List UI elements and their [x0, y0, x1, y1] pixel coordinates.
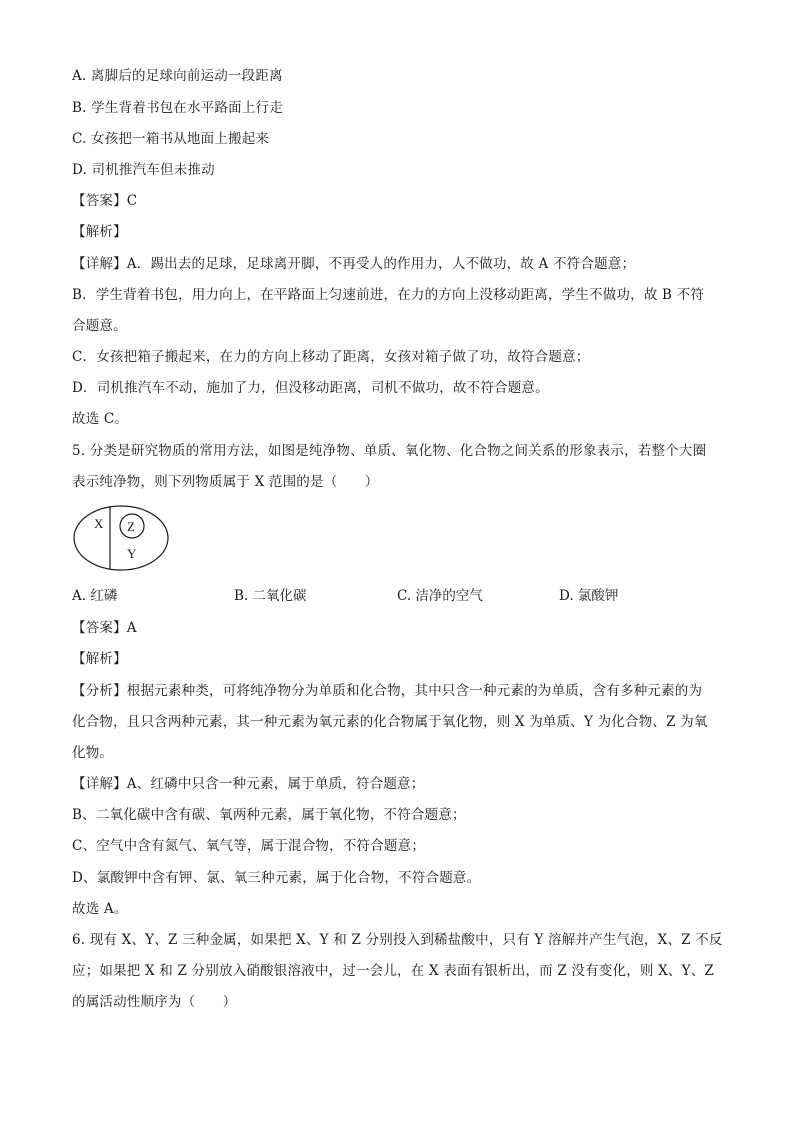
- q4-detail-line: D．司机推汽车不动，施加了力，但没移动距离，司机不做功，故不符合题意。: [72, 380, 549, 396]
- q4-detail-line: 合题意。: [72, 318, 127, 334]
- q5-explanation-line: 【分析】根据元素种类，可将纯净物分为单质和化合物，其中只含一种元素的为单质，含有多种元素的为: [72, 683, 703, 699]
- q5-explanation-line: 化物。: [72, 745, 114, 761]
- q5-explanation-line: B、二氧化碳中含有碳、氧两种元素，属于氧化物，不符合题意；: [72, 807, 466, 823]
- q5-analysis-label: 【解析】: [72, 651, 127, 667]
- q4-answer: 【答案】C: [72, 193, 138, 209]
- outer-circle-pure-substance: [74, 506, 168, 570]
- label-y: Y: [127, 546, 137, 561]
- q5-option-b: B. 二氧化碳: [234, 588, 307, 604]
- q5-explanation-line: C、空气中含有氮气、氧气等，属于混合物，不符合题意；: [72, 838, 426, 854]
- q5-option-c: C. 洁净的空气: [397, 588, 483, 604]
- q4-conclusion: 故选 C。: [72, 411, 129, 427]
- q4-option-c: C. 女孩把一箱书从地面上搬起来: [72, 131, 270, 147]
- q4-option-b: B. 学生背着书包在水平路面上行走: [72, 100, 283, 116]
- q6-stem-line: 的属活动性顺序为（ ）: [72, 994, 237, 1010]
- q4-detail-line: C．女孩把箱子搬起来，在力的方向上移动了距离，女孩对箱子做了功，故符合题意；: [72, 349, 590, 365]
- q5-answer: 【答案】A: [72, 620, 137, 636]
- q5-conclusion: 故选 A。: [72, 901, 128, 917]
- q6-stem-line: 应；如果把 X 和 Z 分别放入硝酸银溶液中，过一会儿，在 X 表面有银析出，而 Z 没有变化，则 X、Y、Z: [72, 963, 715, 979]
- q5-option-d: D. 氯酸钾: [559, 588, 619, 604]
- q4-option-d: D. 司机推汽车但未推动: [72, 162, 215, 178]
- q4-option-a: A. 离脚后的足球向前运动一段距离: [72, 68, 283, 84]
- q4-detail-line: B．学生背着书包，用力向上，在平路面上匀速前进，在力的方向上没移动距离，学生不做功，故 B 不符: [72, 287, 705, 303]
- label-z: Z: [127, 519, 135, 534]
- q5-options-row: [72, 587, 732, 605]
- q5-explanation-line: 【详解】A、红磷中只含一种元素，属于单质，符合题意；: [72, 776, 425, 792]
- q5-stem-line: 表示纯净物，则下列物质属于 X 范围的是（ ）: [72, 474, 379, 490]
- label-x: X: [94, 516, 104, 531]
- classification-diagram: [72, 504, 172, 572]
- q4-detail-line: 【详解】A．踢出去的足球，足球离开脚，不再受人的作用力，人不做功，故 A 不符合题意；: [72, 256, 636, 272]
- q5-option-a: A. 红磷: [72, 588, 118, 604]
- q5-explanation-line: D、氯酸钾中含有钾、氯、氧三种元素，属于化合物，不符合题意。: [72, 870, 481, 886]
- q4-analysis-label: 【解析】: [72, 224, 127, 240]
- q6-stem-line: 6. 现有 X、Y、Z 三种金属，如果把 X、Y 和 Z 分别投入到稀盐酸中，只有 Y 溶解并产生气泡，X、Z 不反: [72, 932, 723, 948]
- q5-stem-line: 5. 分类是研究物质的常用方法，如图是纯净物、单质、氧化物、化合物之间关系的形象表示，若整个大圈: [72, 443, 707, 459]
- q5-explanation-line: 化合物，且只含两种元素，其一种元素为氧元素的化合物属于氧化物，则 X 为单质、Y 为化合物、Z 为氧: [72, 714, 708, 730]
